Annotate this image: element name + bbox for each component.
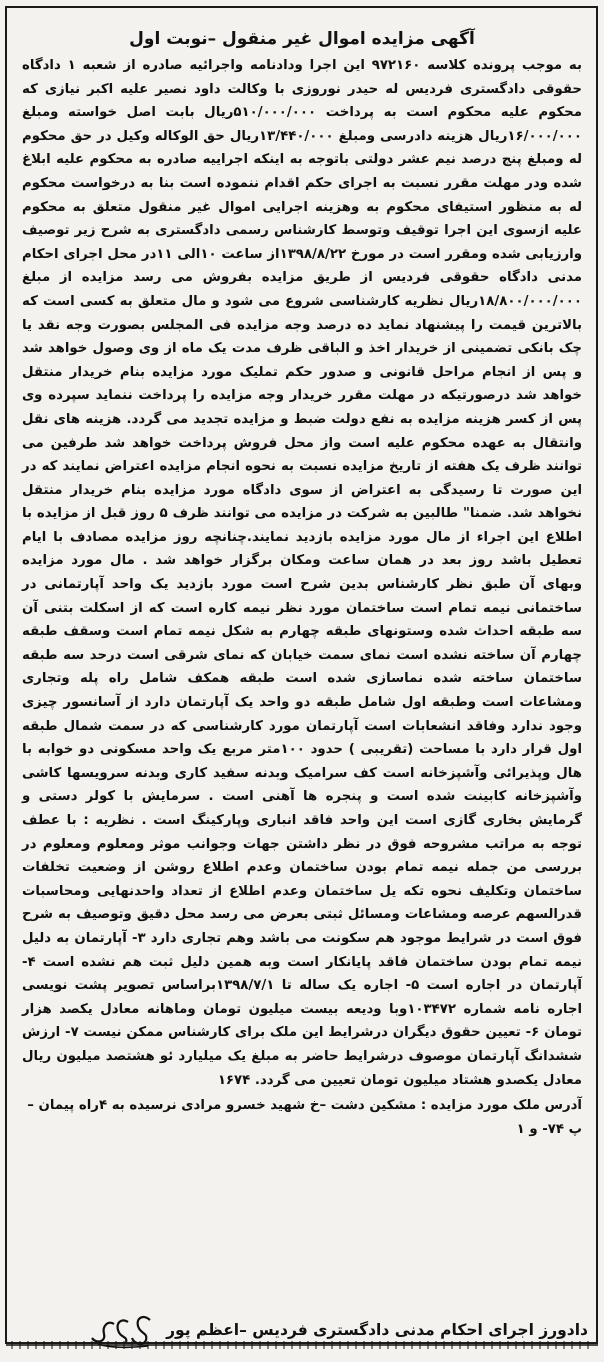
decorative-bottom-rule	[6, 1340, 598, 1350]
property-address: آدرس ملک مورد مزایده : مشکین دشت –خ شهید خسرو مرادی نرسیده به ۴راه پیمان –پ ۷۴- و ۱	[27, 1098, 582, 1137]
notice-body: به موجب پرونده کلاسه ۹۷۲۱۶۰ این اجرا ودادنامه واجرائیه صادره از شعبه ۱ دادگاه حقوقی دادگستری فردیس له حیدر نوروزی با وکالت داود نصیر علیه اکبر نیازی که محکوم علیه محکوم است به پرداخت ۵۱۰/۰۰۰/۰۰۰ریال بابت اصل خواسته ومبلغ ۱۶/۰۰۰/۰۰۰ریال هزینه دادرسی ومبلغ ۱۳/۴۴۰/۰۰۰ریال حق الوکاله وکیل در حق محکوم له ومبلغ پنج درصد نیم عشر دولتی باتوجه به اینکه اجراییه صادره به محکوم علیه ابلاغ شده ودر مهلت مقرر نسبت به اجرای حکم اقدام ننموده است بنا به درخواست محکوم له به منظور استیفای محکوم به وهزینه اجرایی اموال غیر منقول متعلق به محکوم علیه ازسوی این اجرا توقیف وتوسط کارشناس رسمی دادگستری به شرح زیر توصیف وارزیابی شده ومقرر است در مورخ ۱۳۹۸/۸/۲۲از ساعت ۱۰الی ۱۱در محل اجرای احکام مدنی دادگاه حقوقی فردیس از طریق مزایده بفروش می رسد مزایده از مبلغ ۱۸/۸۰۰/۰۰۰/۰۰۰ریال نظریه کارشناسی شروع می شود و مال متعلق به کسی است که بالاترین قیمت را پیشنهاد نماید ده درصد وجه مزایده فی المجلس بصورت وجه نقد یا چک بانکی تضمینی از خریدار اخذ و الباقی ظرف مدت یک ماه از وی وصول خواهد شد و پس از انجام مراحل قانونی و صدور حکم تملیک مورد مزایده بنام خریدار منتقل خواهد شد درصورتیکه در مهلت مقرر خریدار وجه مزایده را پرداخت ننماید سپرده وی پس از کسر هزینه مزایده به نفع دولت ضبط و مزایده تجدید می گردد. هزینه های نقل وانتقال به عهده محکوم علیه است واز محل فروش پرداخت خواهد شد طرفین می توانند ظرف یک هفته از تاریخ مزایده نسبت به نحوه انجام مزایده اعتراض نمایند که در این صورت تا رسیدگی به اعتراض از سوی دادگاه مورد مزایده بنام خریدار منتقل نخواهد شد. ضمنا" طالبین به شرکت در مزایده می توانند ظرف ۵ روز قبل از مزایده با اطلاع این اجراء از مال مورد مزایده بازدید نمایند.چنانچه روز مزایده مصادف با ایام تعطیل باشد روز بعد در همان ساعت ومکان برگزار خواهد شد . مال مورد مزایده وبهای آن طبق نظر کارشناس بدین شرح است مورد بازدید یک واحد آپارتمانی در ساختمانی نیمه تمام است ساختمان مورد نظر نیمه کاره است که از اسکلت بتنی آن سه طبقه احداث شده وستونهای طبقه چهارم به شکل نیمه تمام است وسقف طبقه چهارم آن ساخته نشده است نمای سمت خیابان که نمای شرقی است درحد سه طبقه ساختمان ساخته شده نماسازی شده است طبقه همکف شامل راه پله وتجاری ومشاعات است وطبقه اول شامل طبقه دو واحد یک آپارتمان دارد از آسانسور چیزی وجود ندارد وفاقد انشعابات است آپارتمان مورد کارشناسی که در سمت شمال طبقه اول قرار دارد با مساحت (تقریبی ) حدود ۱۰۰متر مربع یک واحد مسکونی دو خوابه با هال وپذیرائی وآشپزخانه است کف سرامیک وبدنه سفید کاری وبدنه سرویسها کاشی وآشپزخانه کابینت شده است و پنجره ها آهنی است . سرمایش با کولر دستی و گرمایش بخاری گازی است این واحد فاقد انباری وپارکینگ است . نظریه : با عطف توجه به مراتب مشروحه فوق در نظر داشتن جهات وجوانب موثر ومعلوم ومعلوم در بررسی من جمله نیمه تمام بودن ساختمان وعدم اطلاع روشن از وضعیت تخلفات ساختمان وتکلیف نحوه تکه یل ساختمان وعدم اطلاع از تعداد واحدنهایی ومحاسبات قدرالسهم عرصه ومشاعات ومسائل ثبتی بعرض می رسد محل دقیق وتوصیف به شرح فوق است در شرایط موجود هم سکونت می باشد وهم تجاری دارد ۳- آپارتمان به دلیل نیمه تمام بودن ساختمان فاقد پایانکار است وبه همین دلیل ثبت هم نشده است ۴- آپارتمان در اجاره است ۵- اجاره یک ساله تا ۱۳۹۸/۷/۱براساس تصویر پشت نویسی اجاره نامه شماره ۱۰۳۴۷۲وبا ودیعه بیست میلیون تومان وماهانه معادل یکصد هزار تومان ۶- تعیین حقوق دیگران درشرایط این ملک برای کارشناس ممکن نیست ۷- ارزش ششدانگ آپارتمان موصوف درشرایط حاضر به مبلغ یک میلیارد ئو هشتصد میلیون ریال معادل یکصدو هشتاد میلیون تومان تعیین می گردد. ۱۶۷۴	[22, 58, 583, 1088]
notice-title: آگهی مزایده اموال غیر منقول –نوبت اول	[129, 29, 475, 49]
signature-text: دادورز اجرای احکام مدنی دادگستری فردیس –اعظم پور	[166, 1321, 588, 1339]
notice-content	[8, 6, 596, 1141]
